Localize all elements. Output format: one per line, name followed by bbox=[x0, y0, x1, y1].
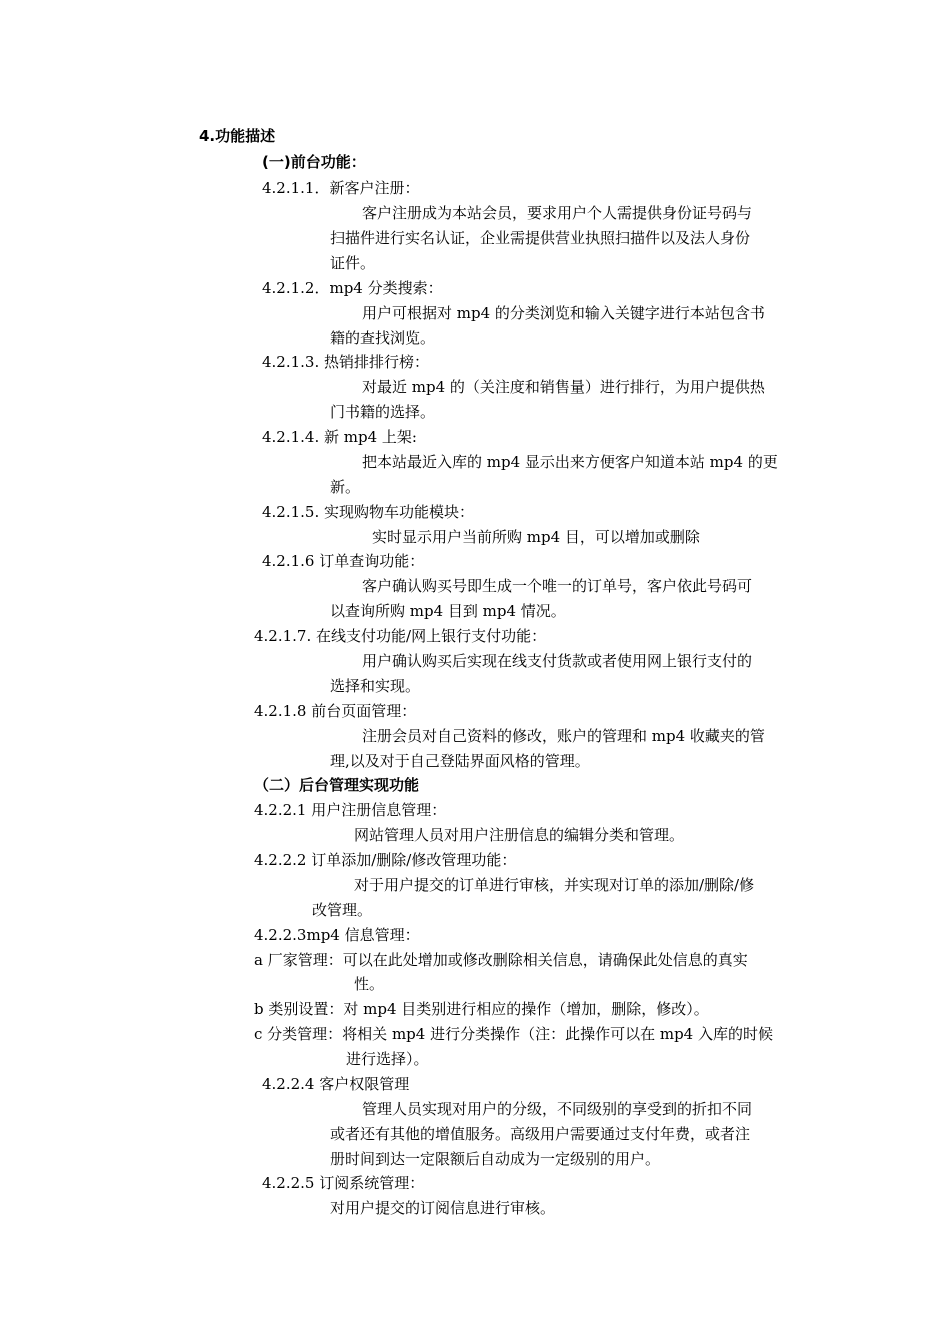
item-body: 门书籍的选择。 bbox=[330, 403, 436, 421]
item-title: 4.2.2.2 订单添加/删除/修改管理功能： bbox=[254, 851, 517, 869]
item-body: 用户可根据对 mp4 的分类浏览和输入关键字进行本站包含书 bbox=[362, 304, 765, 322]
item-title: 4.2.2.3mp4 信息管理： bbox=[254, 926, 420, 944]
back-heading: （二）后台管理实现功能 bbox=[254, 776, 420, 794]
item-title: c 分类管理：将相关 mp4 进行分类操作（注：此操作可以在 mp4 入库的时候 bbox=[254, 1025, 773, 1043]
item-title: 4.2.2.4 客户权限管理 bbox=[262, 1075, 410, 1093]
item-body: 对用户提交的订阅信息进行审核。 bbox=[330, 1199, 556, 1217]
item-body: 册时间到达一定限额后自动成为一定级别的用户。 bbox=[330, 1150, 661, 1168]
item-body: 选择和实现。 bbox=[330, 677, 421, 695]
item-body: 性。 bbox=[354, 975, 385, 993]
item-body: 对最近 mp4 的（关注度和销售量）进行排行，为用户提供热 bbox=[362, 378, 765, 396]
item-title: a 厂家管理：可以在此处增加或修改删除相关信息，请确保此处信息的真实 bbox=[254, 951, 748, 969]
item-title: b 类别设置：对 mp4 目类别进行相应的操作（增加，删除，修改）。 bbox=[254, 1000, 709, 1018]
item-body: 证件。 bbox=[330, 254, 376, 272]
item-title: 4.2.2.1 用户注册信息管理： bbox=[254, 801, 447, 819]
item-body: 籍的查找浏览。 bbox=[330, 329, 436, 347]
item-title: 4.2.1.1．新客户注册： bbox=[262, 179, 420, 197]
item-body: 注册会员对自己资料的修改，账户的管理和 mp4 收藏夹的管 bbox=[362, 727, 765, 745]
item-body: 管理人员实现对用户的分级，不同级别的享受到的折扣不同 bbox=[362, 1100, 753, 1118]
front-heading: (一)前台功能： bbox=[262, 153, 366, 171]
item-title: 4.2.1.3. 热销排排行榜： bbox=[262, 353, 430, 371]
item-title: 4.2.1.8 前台页面管理： bbox=[254, 702, 417, 720]
item-body: 或者还有其他的增值服务。高级用户需要通过支付年费，或者注 bbox=[330, 1125, 751, 1143]
item-body: 理,以及对于自己登陆界面风格的管理。 bbox=[330, 752, 590, 770]
item-title: 4.2.1.2．mp4 分类搜索： bbox=[262, 279, 443, 297]
item-body: 新。 bbox=[330, 478, 361, 496]
item-title: 4.2.1.5. 实现购物车功能模块： bbox=[262, 503, 475, 521]
item-body: 把本站最近入库的 mp4 显示出来方便客户知道本站 mp4 的更 bbox=[362, 453, 778, 471]
item-body: 客户注册成为本站会员，要求用户个人需提供身份证号码与 bbox=[362, 204, 753, 222]
item-body: 改管理。 bbox=[312, 901, 373, 919]
item-body: 实时显示用户当前所购 mp4 目，可以增加或删除 bbox=[372, 528, 700, 546]
item-body: 网站管理人员对用户注册信息的编辑分类和管理。 bbox=[354, 826, 685, 844]
item-body: 对于用户提交的订单进行审核，并实现对订单的添加/删除/修 bbox=[354, 876, 755, 894]
item-body: 用户确认购买后实现在线支付货款或者使用网上银行支付的 bbox=[362, 652, 753, 670]
item-title: 4.2.1.6 订单查询功能： bbox=[262, 552, 425, 570]
item-body: 以查询所购 mp4 目到 mp4 情况。 bbox=[330, 602, 566, 620]
item-body: 扫描件进行实名认证，企业需提供营业执照扫描件以及法人身份 bbox=[330, 229, 751, 247]
item-title: 4.2.2.5 订阅系统管理： bbox=[262, 1174, 425, 1192]
item-title: 4.2.1.4. 新 mp4 上架: bbox=[262, 428, 417, 446]
section-title: 4.功能描述 bbox=[199, 127, 276, 145]
item-body: 客户确认购买号即生成一个唯一的订单号，客户依此号码可 bbox=[362, 577, 753, 595]
item-body: 进行选择）。 bbox=[346, 1050, 429, 1068]
item-title: 4.2.1.7. 在线支付功能/网上银行支付功能： bbox=[254, 627, 547, 645]
